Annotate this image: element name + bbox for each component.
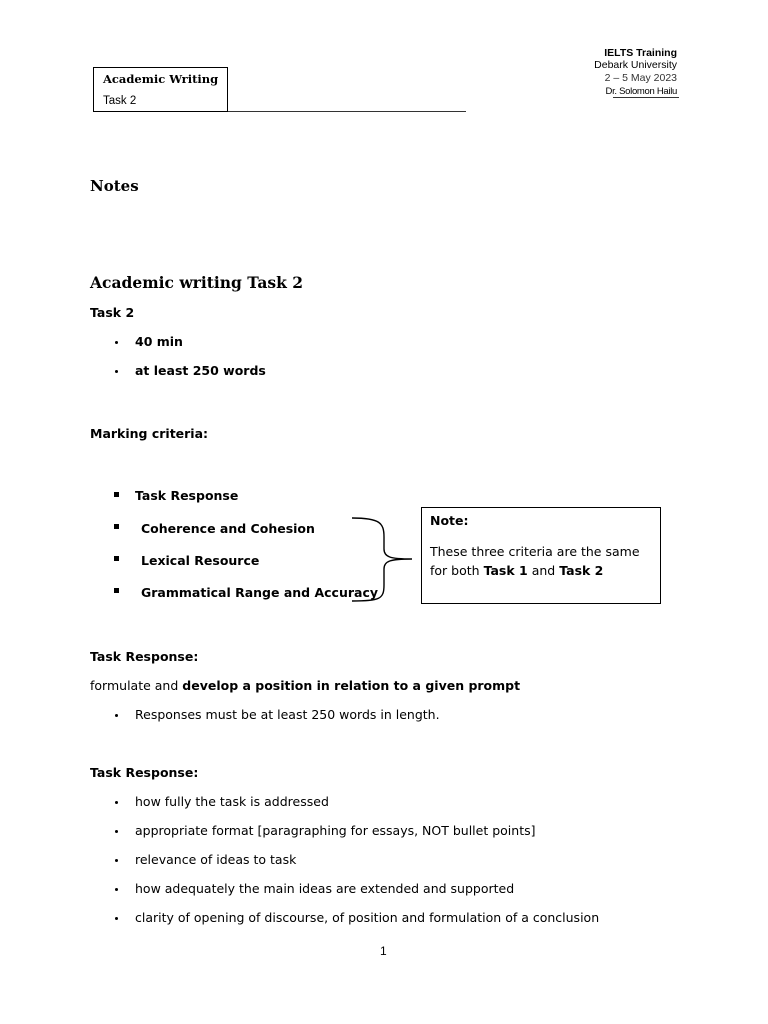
bullet-icon: [115, 830, 118, 833]
page-number: 1: [380, 944, 387, 958]
bullet-icon: [115, 888, 118, 891]
section-heading: Academic writing Task 2: [90, 273, 304, 292]
org-name: Debark University: [594, 59, 677, 71]
square-bullet-icon: [114, 556, 119, 561]
curly-brace-icon: [350, 515, 414, 605]
note-title: Note:: [430, 513, 469, 528]
bullet-icon: [115, 801, 118, 804]
notes-heading: Notes: [90, 177, 139, 195]
bullet-icon: [115, 370, 118, 373]
description-bold: develop a position in relation to a given prompt: [182, 678, 521, 693]
description-plain: formulate and: [90, 678, 179, 693]
bullet-icon: [115, 714, 118, 717]
header-box-title: Academic Writing: [103, 72, 219, 86]
note-task1: Task 1: [483, 563, 528, 578]
criterion-lexical: Lexical Resource: [141, 553, 260, 568]
criterion-task-response: Task Response: [135, 488, 239, 503]
author-underline: [613, 97, 679, 98]
note-task2: Task 2: [559, 563, 604, 578]
criterion-grammar: Grammatical Range and Accuracy: [141, 585, 379, 600]
header-box-subtitle: Task 2: [103, 95, 137, 107]
square-bullet-icon: [114, 492, 119, 497]
task-response-item: relevance of ideas to task: [135, 852, 297, 867]
task-response-item: how fully the task is addressed: [135, 794, 329, 809]
task-response-heading: Task Response:: [90, 649, 199, 664]
bullet-icon: [115, 341, 118, 344]
task-response-item: clarity of opening of discourse, of position and formulation of a conclusion: [135, 910, 600, 925]
task-response-description: [90, 678, 520, 693]
task-response-heading-2: Task Response:: [90, 765, 199, 780]
task-item-time: 40 min: [135, 334, 183, 349]
training-dates: 2 – 5 May 2023: [604, 72, 677, 84]
task-label: Task 2: [90, 305, 135, 320]
org-title: IELTS Training: [604, 47, 677, 59]
square-bullet-icon: [114, 588, 119, 593]
note-text-and: and: [531, 563, 556, 578]
note-text-part: These three criteria are the same for both: [430, 544, 640, 578]
criterion-coherence: Coherence and Cohesion: [141, 521, 315, 536]
marking-criteria-heading: Marking criteria:: [90, 426, 209, 441]
bullet-icon: [115, 859, 118, 862]
author-name: Dr. Solomon Hailu: [605, 86, 677, 97]
note-text: [430, 542, 656, 580]
task-item-words: at least 250 words: [135, 363, 266, 378]
task-response-item: how adequately the main ideas are extended and supported: [135, 881, 515, 896]
task-response-item: appropriate format [paragraphing for essays, NOT bullet points]: [135, 823, 536, 838]
header-rule: [228, 111, 466, 112]
square-bullet-icon: [114, 524, 119, 529]
note-box: [421, 507, 661, 604]
task-response-item: Responses must be at least 250 words in length.: [135, 707, 440, 722]
bullet-icon: [115, 917, 118, 920]
